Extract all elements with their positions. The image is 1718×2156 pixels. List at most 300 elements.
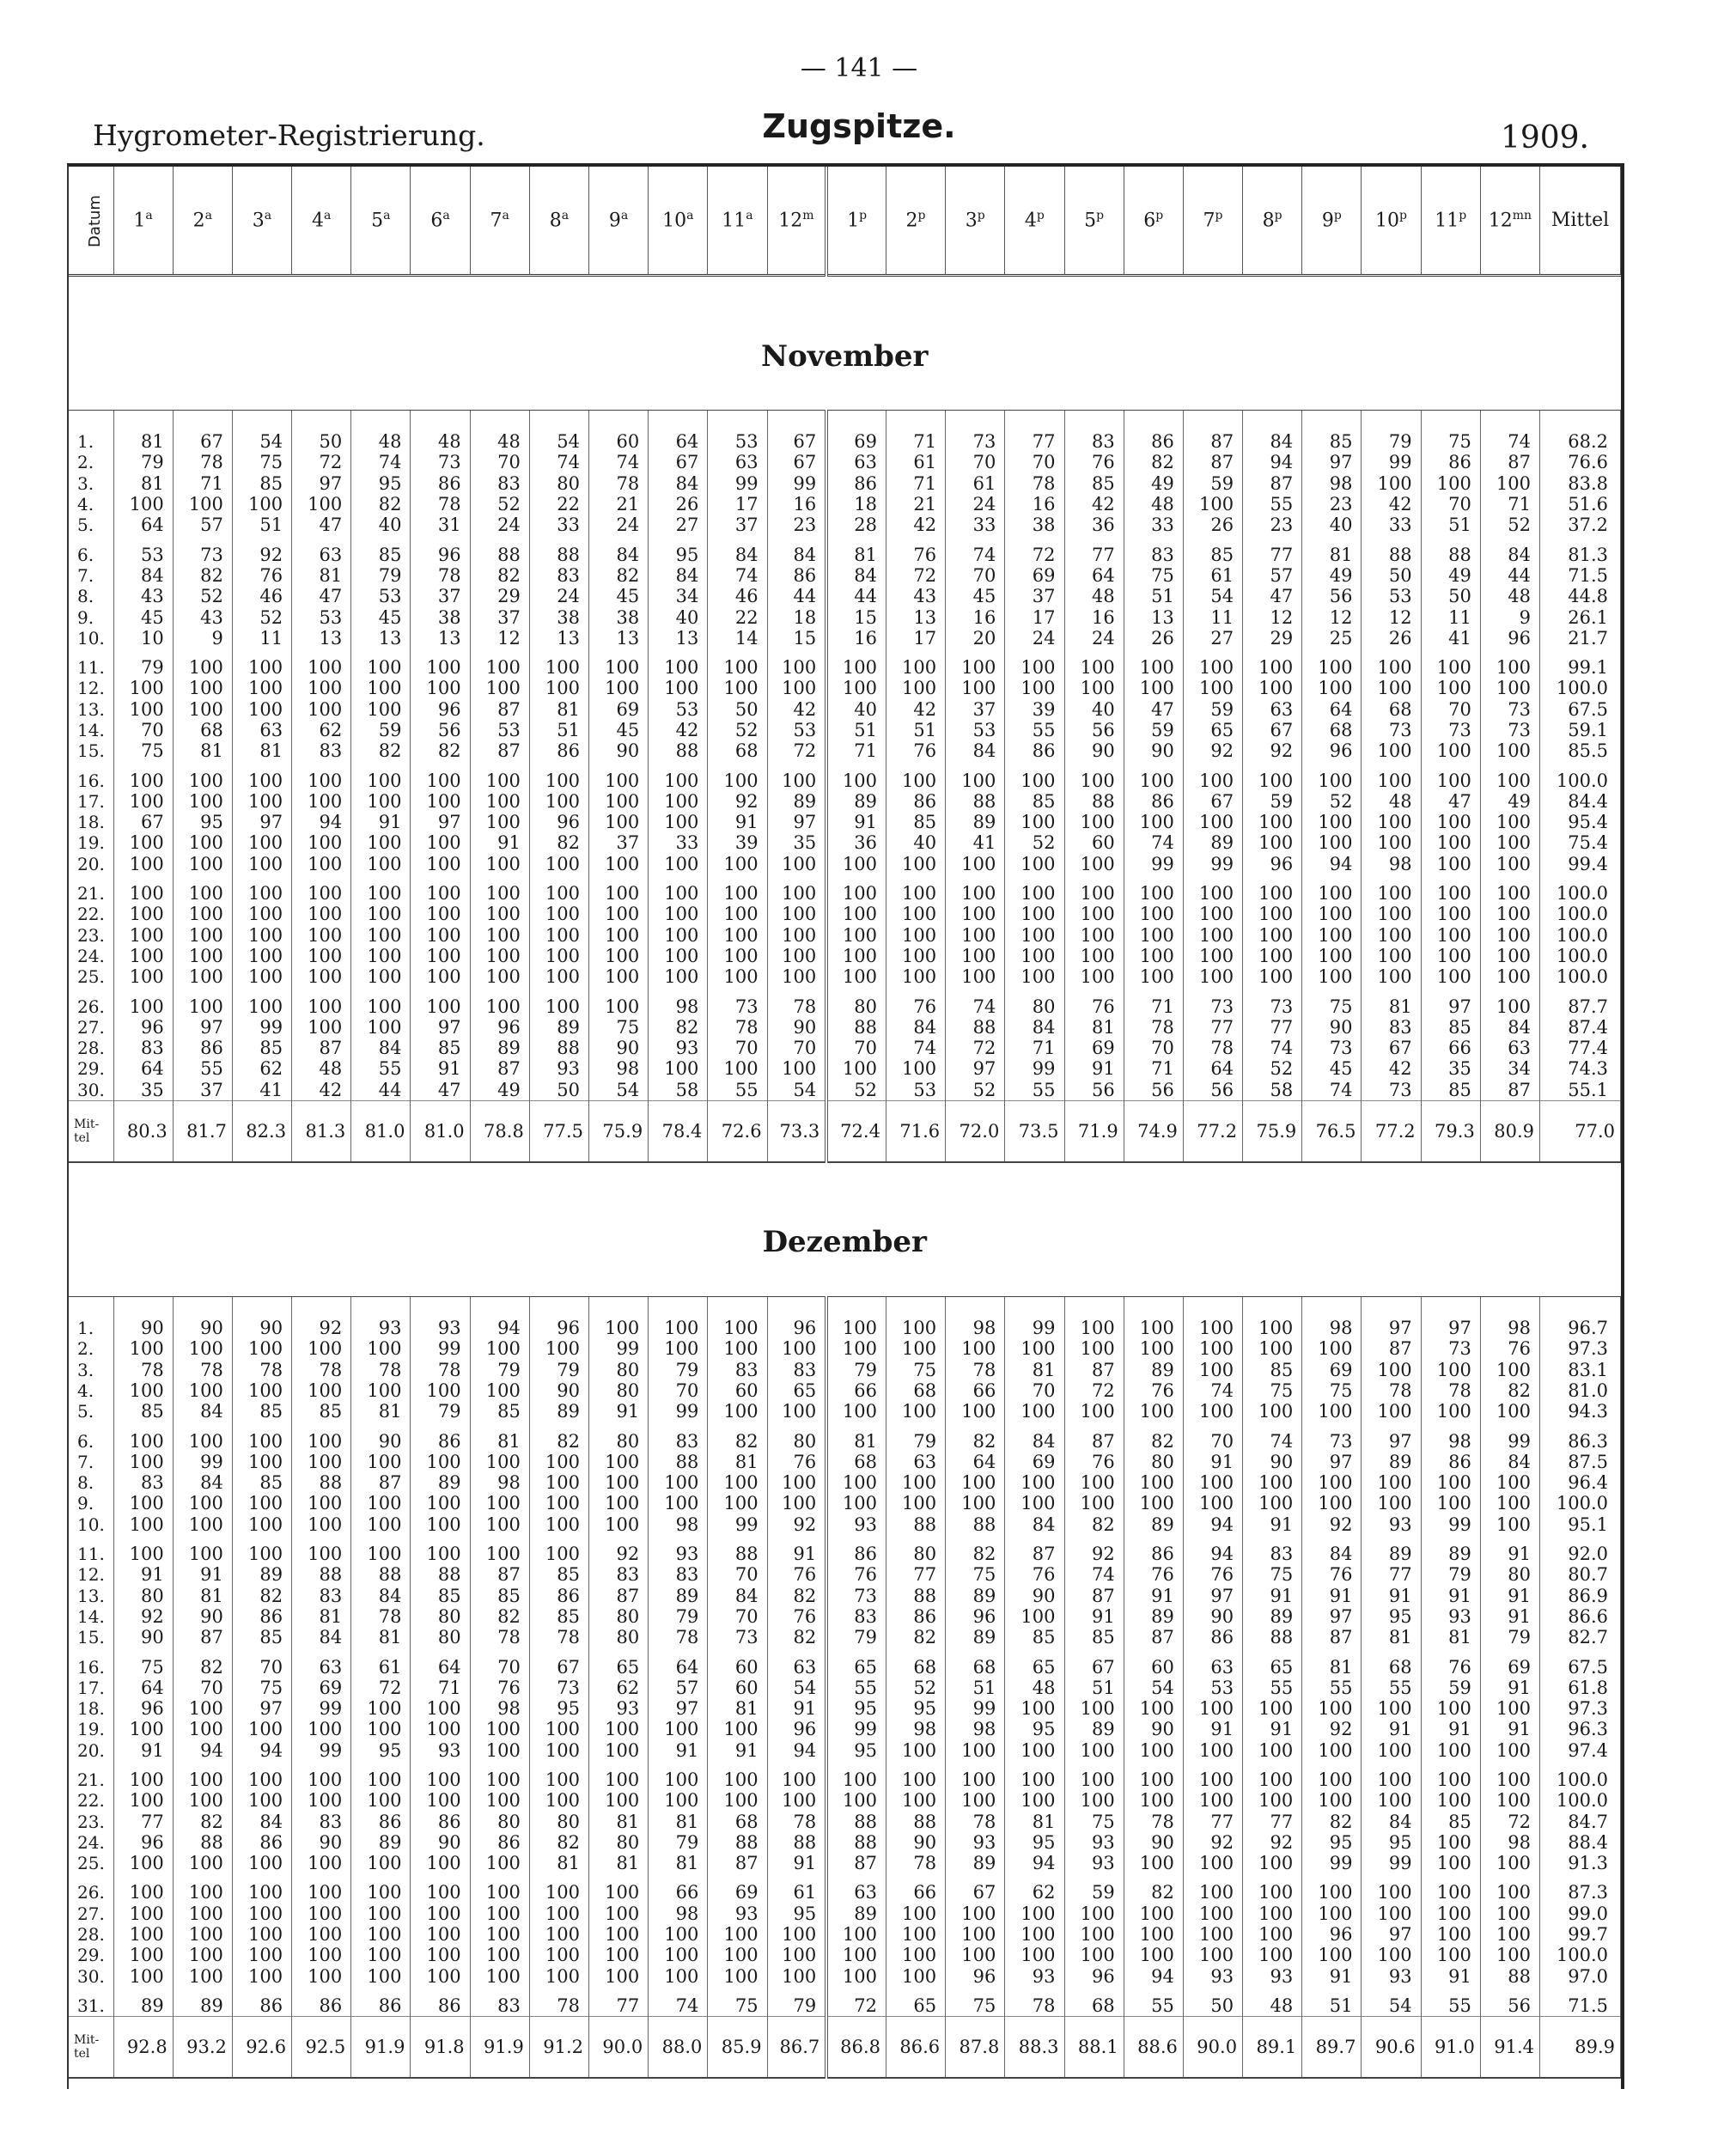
humidity-cell: 51 bbox=[886, 720, 945, 740]
table-row bbox=[69, 1945, 1621, 1965]
humidity-cell: 100 bbox=[1362, 761, 1421, 790]
humidity-cell: 82 bbox=[529, 1422, 588, 1451]
humidity-cell: 81 bbox=[1005, 1360, 1064, 1380]
humidity-cell: 75 bbox=[946, 1987, 1005, 2017]
humidity-cell: 100 bbox=[708, 1338, 767, 1359]
humidity-cell: 68 bbox=[1064, 1987, 1124, 2017]
humidity-cell: 53 bbox=[649, 699, 708, 720]
humidity-cell: 100 bbox=[767, 678, 826, 698]
humidity-cell: 100 bbox=[232, 1719, 291, 1739]
daily-mean-cell: 100.0 bbox=[1540, 874, 1621, 904]
humidity-cell: 93 bbox=[1243, 1966, 1302, 1987]
humidity-cell: 100 bbox=[1124, 1401, 1183, 1422]
humidity-cell: 70 bbox=[708, 1038, 767, 1058]
humidity-cell: 100 bbox=[826, 874, 886, 904]
humidity-cell: 100 bbox=[1421, 1360, 1480, 1380]
humidity-cell: 78 bbox=[411, 1360, 470, 1380]
humidity-cell: 52 bbox=[232, 606, 291, 627]
humidity-cell: 100 bbox=[113, 925, 173, 946]
daily-mean-cell: 97.3 bbox=[1540, 1698, 1621, 1719]
humidity-cell: 100 bbox=[826, 1338, 886, 1359]
humidity-cell: 100 bbox=[649, 761, 708, 790]
humidity-cell: 85 bbox=[1005, 1627, 1064, 1647]
humidity-cell: 96 bbox=[767, 1296, 826, 1338]
daily-mean-cell: 100.0 bbox=[1540, 1790, 1621, 1811]
humidity-cell: 21 bbox=[886, 494, 945, 515]
hygrometer-table bbox=[69, 167, 1621, 2079]
humidity-cell: 15 bbox=[826, 606, 886, 627]
humidity-cell: 82 bbox=[529, 1832, 588, 1853]
day-label: 3. bbox=[69, 1360, 113, 1380]
humidity-cell: 99 bbox=[1005, 1296, 1064, 1338]
humidity-cell: 77 bbox=[1183, 1811, 1242, 1831]
table-row bbox=[69, 1514, 1621, 1535]
station-title: Zugspitze. bbox=[762, 107, 956, 145]
daily-mean-cell: 76.6 bbox=[1540, 452, 1621, 472]
daily-mean-cell: 87.3 bbox=[1540, 1873, 1621, 1903]
humidity-cell: 17 bbox=[708, 494, 767, 515]
humidity-cell: 100 bbox=[351, 925, 411, 946]
humidity-cell: 100 bbox=[470, 946, 529, 966]
humidity-cell: 91 bbox=[1302, 1966, 1362, 1987]
year-label: 1909. bbox=[1500, 120, 1589, 155]
humidity-cell: 100 bbox=[1243, 966, 1302, 987]
humidity-cell: 100 bbox=[113, 1514, 173, 1535]
table-row bbox=[69, 1058, 1621, 1079]
humidity-cell: 82 bbox=[1302, 1811, 1362, 1831]
humidity-cell: 87 bbox=[1064, 1585, 1124, 1605]
humidity-cell: 53 bbox=[946, 720, 1005, 740]
humidity-cell: 98 bbox=[1302, 1296, 1362, 1338]
humidity-cell: 65 bbox=[767, 1380, 826, 1401]
humidity-cell: 12 bbox=[1362, 606, 1421, 627]
humidity-cell: 91 bbox=[708, 1740, 767, 1761]
day-label: 12. bbox=[69, 678, 113, 698]
humidity-cell: 88 bbox=[649, 740, 708, 761]
hour-header: 9$^a$ bbox=[589, 167, 649, 276]
humidity-cell: 37 bbox=[411, 586, 470, 606]
humidity-cell: 100 bbox=[173, 925, 232, 946]
humidity-cell: 100 bbox=[292, 1719, 351, 1739]
humidity-cell: 100 bbox=[1124, 1903, 1183, 1924]
humidity-cell: 100 bbox=[1243, 874, 1302, 904]
hour-header: 8$^a$ bbox=[529, 167, 588, 276]
humidity-cell: 100 bbox=[1362, 740, 1421, 761]
humidity-cell: 100 bbox=[946, 966, 1005, 987]
daily-mean-cell: 99.1 bbox=[1540, 649, 1621, 678]
humidity-cell: 100 bbox=[173, 1535, 232, 1564]
humidity-cell: 42 bbox=[886, 699, 945, 720]
hour-header: 4$^p$ bbox=[1005, 167, 1064, 276]
humidity-cell: 51 bbox=[1302, 1987, 1362, 2017]
humidity-cell: 37 bbox=[173, 1080, 232, 1101]
day-label: 19. bbox=[69, 1719, 113, 1739]
humidity-cell: 100 bbox=[708, 1761, 767, 1790]
humidity-cell: 49 bbox=[1302, 565, 1362, 586]
hour-header: 3$^a$ bbox=[232, 167, 291, 276]
humidity-cell: 100 bbox=[1302, 812, 1362, 832]
humidity-cell: 69 bbox=[589, 699, 649, 720]
humidity-cell: 91 bbox=[1480, 1678, 1539, 1698]
humidity-cell: 100 bbox=[529, 678, 588, 698]
humidity-cell: 48 bbox=[1005, 1678, 1064, 1698]
table-row bbox=[69, 1080, 1621, 1101]
humidity-cell: 55 bbox=[708, 1080, 767, 1101]
humidity-cell: 100 bbox=[1183, 946, 1242, 966]
humidity-cell: 100 bbox=[589, 874, 649, 904]
humidity-cell: 66 bbox=[649, 1873, 708, 1903]
humidity-cell: 81 bbox=[589, 1853, 649, 1873]
table-row bbox=[69, 925, 1621, 946]
humidity-cell: 100 bbox=[886, 946, 945, 966]
humidity-cell: 91 bbox=[767, 1535, 826, 1564]
humidity-cell: 95 bbox=[767, 1903, 826, 1924]
humidity-cell: 65 bbox=[589, 1647, 649, 1677]
humidity-cell: 100 bbox=[1480, 904, 1539, 924]
humidity-cell: 100 bbox=[173, 1790, 232, 1811]
humidity-cell: 100 bbox=[1183, 1761, 1242, 1790]
hourly-mean-cell: 91.9 bbox=[470, 2017, 529, 2079]
humidity-cell: 100 bbox=[470, 1338, 529, 1359]
humidity-cell: 87 bbox=[470, 740, 529, 761]
humidity-cell: 87 bbox=[1005, 1535, 1064, 1564]
mean-row bbox=[69, 1100, 1621, 1162]
humidity-cell: 85 bbox=[1421, 1080, 1480, 1101]
humidity-cell: 100 bbox=[1183, 1360, 1242, 1380]
humidity-cell: 72 bbox=[946, 1038, 1005, 1058]
humidity-cell: 88 bbox=[529, 535, 588, 564]
humidity-cell: 51 bbox=[1064, 1678, 1124, 1698]
humidity-cell: 100 bbox=[292, 1924, 351, 1945]
humidity-cell: 74 bbox=[946, 535, 1005, 564]
humidity-cell: 78 bbox=[946, 1360, 1005, 1380]
humidity-cell: 100 bbox=[589, 1945, 649, 1965]
humidity-cell: 78 bbox=[1124, 1811, 1183, 1831]
humidity-cell: 86 bbox=[1005, 740, 1064, 761]
humidity-cell: 98 bbox=[470, 1698, 529, 1719]
humidity-cell: 100 bbox=[1005, 1338, 1064, 1359]
humidity-cell: 80 bbox=[470, 1811, 529, 1831]
table-row bbox=[69, 987, 1621, 1016]
humidity-cell: 75 bbox=[1064, 1811, 1124, 1831]
humidity-cell: 91 bbox=[1362, 1719, 1421, 1739]
humidity-cell: 84 bbox=[1243, 411, 1302, 453]
humidity-cell: 89 bbox=[767, 791, 826, 812]
humidity-cell: 84 bbox=[946, 740, 1005, 761]
humidity-cell: 100 bbox=[113, 1719, 173, 1739]
humidity-cell: 100 bbox=[292, 649, 351, 678]
humidity-cell: 100 bbox=[708, 874, 767, 904]
humidity-cell: 98 bbox=[649, 1903, 708, 1924]
humidity-cell: 44 bbox=[351, 1080, 411, 1101]
humidity-cell: 48 bbox=[1124, 494, 1183, 515]
humidity-cell: 88 bbox=[351, 1564, 411, 1585]
humidity-cell: 100 bbox=[470, 1790, 529, 1811]
humidity-cell: 20 bbox=[946, 628, 1005, 649]
humidity-cell: 100 bbox=[649, 1472, 708, 1493]
humidity-cell: 75 bbox=[1243, 1564, 1302, 1585]
humidity-cell: 100 bbox=[1302, 1338, 1362, 1359]
hour-header: 3$^p$ bbox=[946, 167, 1005, 276]
hourly-mean-cell: 72.0 bbox=[946, 1100, 1005, 1162]
table-row bbox=[69, 1873, 1621, 1903]
humidity-cell: 100 bbox=[1302, 946, 1362, 966]
table-row bbox=[69, 1422, 1621, 1451]
table-row bbox=[69, 1627, 1621, 1647]
daily-mean-cell: 81.0 bbox=[1540, 1380, 1621, 1401]
humidity-cell: 100 bbox=[767, 874, 826, 904]
table-row bbox=[69, 411, 1621, 453]
humidity-cell: 63 bbox=[1243, 699, 1302, 720]
humidity-cell: 13 bbox=[351, 628, 411, 649]
humidity-cell: 100 bbox=[1005, 1493, 1064, 1513]
humidity-cell: 82 bbox=[173, 565, 232, 586]
humidity-cell: 68 bbox=[1302, 720, 1362, 740]
humidity-cell: 78 bbox=[529, 1627, 588, 1647]
humidity-cell: 100 bbox=[470, 1493, 529, 1513]
humidity-cell: 72 bbox=[351, 1678, 411, 1698]
humidity-cell: 100 bbox=[1421, 874, 1480, 904]
humidity-cell: 79 bbox=[886, 1422, 945, 1451]
humidity-cell: 100 bbox=[351, 1903, 411, 1924]
humidity-cell: 99 bbox=[589, 1338, 649, 1359]
humidity-cell: 99 bbox=[708, 1514, 767, 1535]
humidity-cell: 98 bbox=[1302, 473, 1362, 494]
humidity-cell: 100 bbox=[946, 1761, 1005, 1790]
humidity-cell: 100 bbox=[826, 1924, 886, 1945]
hourly-mean-cell: 77.5 bbox=[529, 1100, 588, 1162]
humidity-cell: 97 bbox=[1362, 1296, 1421, 1338]
humidity-cell: 100 bbox=[1302, 1401, 1362, 1422]
humidity-cell: 15 bbox=[767, 628, 826, 649]
humidity-cell: 100 bbox=[589, 987, 649, 1016]
humidity-cell: 99 bbox=[708, 473, 767, 494]
humidity-cell: 100 bbox=[173, 987, 232, 1016]
humidity-cell: 75 bbox=[113, 740, 173, 761]
humidity-cell: 100 bbox=[411, 1790, 470, 1811]
humidity-cell: 100 bbox=[826, 925, 886, 946]
humidity-cell: 51 bbox=[529, 720, 588, 740]
humidity-cell: 82 bbox=[708, 1422, 767, 1451]
humidity-cell: 45 bbox=[589, 720, 649, 740]
humidity-cell: 45 bbox=[1302, 1058, 1362, 1079]
humidity-cell: 52 bbox=[826, 1080, 886, 1101]
humidity-cell: 100 bbox=[1064, 1924, 1124, 1945]
humidity-cell: 67 bbox=[1362, 1038, 1421, 1058]
humidity-cell: 100 bbox=[1421, 1903, 1480, 1924]
humidity-cell: 100 bbox=[1362, 1761, 1421, 1790]
humidity-cell: 86 bbox=[1183, 1627, 1242, 1647]
humidity-cell: 100 bbox=[113, 1380, 173, 1401]
humidity-cell: 78 bbox=[767, 987, 826, 1016]
humidity-cell: 100 bbox=[470, 1452, 529, 1472]
humidity-cell: 64 bbox=[411, 1647, 470, 1677]
humidity-cell: 100 bbox=[1480, 1740, 1539, 1761]
humidity-cell: 80 bbox=[529, 1811, 588, 1831]
day-label: 10. bbox=[69, 1514, 113, 1535]
day-label: 13. bbox=[69, 1585, 113, 1605]
hourly-mean-cell: 90.6 bbox=[1362, 2017, 1421, 2079]
humidity-cell: 100 bbox=[1243, 1790, 1302, 1811]
daily-mean-cell: 59.1 bbox=[1540, 720, 1621, 740]
humidity-cell: 100 bbox=[589, 1472, 649, 1493]
humidity-cell: 49 bbox=[1421, 565, 1480, 586]
humidity-cell: 90 bbox=[232, 1296, 291, 1338]
humidity-cell: 36 bbox=[1064, 515, 1124, 535]
humidity-cell: 68 bbox=[173, 720, 232, 740]
humidity-cell: 81 bbox=[470, 1422, 529, 1451]
hour-header: 12$^m$ bbox=[767, 167, 826, 276]
humidity-cell: 85 bbox=[1302, 411, 1362, 453]
humidity-cell: 77 bbox=[1243, 1017, 1302, 1038]
humidity-cell: 86 bbox=[232, 1832, 291, 1853]
humidity-cell: 88 bbox=[649, 1452, 708, 1472]
humidity-cell: 64 bbox=[649, 1647, 708, 1677]
humidity-cell: 100 bbox=[1243, 1903, 1302, 1924]
humidity-cell: 70 bbox=[1183, 1422, 1242, 1451]
humidity-cell: 82 bbox=[173, 1647, 232, 1677]
humidity-cell: 99 bbox=[946, 1698, 1005, 1719]
humidity-cell: 100 bbox=[113, 1790, 173, 1811]
day-label: 19. bbox=[69, 832, 113, 853]
humidity-cell: 81 bbox=[1421, 1627, 1480, 1647]
humidity-cell: 90 bbox=[1064, 740, 1124, 761]
humidity-cell: 100 bbox=[232, 1338, 291, 1359]
humidity-cell: 100 bbox=[173, 946, 232, 966]
humidity-cell: 100 bbox=[886, 649, 945, 678]
humidity-cell: 70 bbox=[1005, 452, 1064, 472]
humidity-cell: 100 bbox=[1243, 761, 1302, 790]
humidity-cell: 68 bbox=[708, 1811, 767, 1831]
humidity-cell: 90 bbox=[767, 1017, 826, 1038]
humidity-cell: 86 bbox=[351, 1811, 411, 1831]
humidity-cell: 100 bbox=[826, 1945, 886, 1965]
humidity-cell: 11 bbox=[1183, 606, 1242, 627]
humidity-cell: 100 bbox=[826, 1761, 886, 1790]
humidity-cell: 100 bbox=[529, 987, 588, 1016]
humidity-cell: 90 bbox=[589, 1038, 649, 1058]
humidity-cell: 62 bbox=[1005, 1873, 1064, 1903]
day-label: 31. bbox=[69, 1987, 113, 2017]
humidity-cell: 100 bbox=[1421, 904, 1480, 924]
humidity-cell: 84 bbox=[826, 565, 886, 586]
humidity-cell: 52 bbox=[708, 720, 767, 740]
daily-mean-cell: 88.4 bbox=[1540, 1832, 1621, 1853]
humidity-cell: 53 bbox=[113, 535, 173, 564]
day-label: 3. bbox=[69, 473, 113, 494]
humidity-cell: 87 bbox=[1183, 452, 1242, 472]
humidity-cell: 89 bbox=[1064, 1719, 1124, 1739]
humidity-cell: 100 bbox=[113, 494, 173, 515]
mean-label: Mit-tel bbox=[69, 1100, 113, 1162]
table-row bbox=[69, 812, 1621, 832]
hourly-mean-cell: 92.8 bbox=[113, 2017, 173, 2079]
humidity-cell: 100 bbox=[1480, 832, 1539, 853]
hourly-mean-cell: 88.6 bbox=[1124, 2017, 1183, 2079]
humidity-cell: 37 bbox=[708, 515, 767, 535]
humidity-cell: 24 bbox=[1005, 628, 1064, 649]
humidity-cell: 100 bbox=[1243, 1338, 1302, 1359]
humidity-cell: 100 bbox=[1302, 1903, 1362, 1924]
humidity-cell: 83 bbox=[649, 1422, 708, 1451]
table-row bbox=[69, 1401, 1621, 1422]
humidity-cell: 80 bbox=[589, 1627, 649, 1647]
hour-header: 5$^p$ bbox=[1064, 167, 1124, 276]
humidity-cell: 97 bbox=[1421, 987, 1480, 1016]
table-row bbox=[69, 1472, 1621, 1493]
table-row bbox=[69, 874, 1621, 904]
humidity-cell: 99 bbox=[1124, 854, 1183, 874]
humidity-cell: 100 bbox=[1362, 812, 1421, 832]
humidity-cell: 29 bbox=[470, 586, 529, 606]
humidity-cell: 96 bbox=[1243, 854, 1302, 874]
humidity-cell: 24 bbox=[1064, 628, 1124, 649]
humidity-cell: 100 bbox=[1005, 761, 1064, 790]
humidity-cell: 87 bbox=[1243, 473, 1302, 494]
hour-header: 4$^a$ bbox=[292, 167, 351, 276]
humidity-cell: 23 bbox=[1243, 515, 1302, 535]
humidity-cell: 100 bbox=[1362, 1493, 1421, 1513]
table-row bbox=[69, 1585, 1621, 1605]
humidity-cell: 90 bbox=[1243, 1452, 1302, 1472]
humidity-cell: 100 bbox=[113, 699, 173, 720]
humidity-cell: 92 bbox=[1064, 1535, 1124, 1564]
humidity-cell: 100 bbox=[589, 1514, 649, 1535]
humidity-cell: 100 bbox=[886, 1401, 945, 1422]
humidity-cell: 33 bbox=[649, 832, 708, 853]
humidity-cell: 100 bbox=[1480, 925, 1539, 946]
humidity-cell: 87 bbox=[1480, 1080, 1539, 1101]
humidity-cell: 100 bbox=[232, 678, 291, 698]
humidity-cell: 76 bbox=[1005, 1564, 1064, 1585]
humidity-cell: 100 bbox=[529, 1945, 588, 1965]
humidity-cell: 100 bbox=[1362, 649, 1421, 678]
humidity-cell: 100 bbox=[886, 1296, 945, 1338]
humidity-cell: 100 bbox=[173, 1422, 232, 1451]
humidity-cell: 95 bbox=[1005, 1832, 1064, 1853]
humidity-cell: 100 bbox=[1005, 1790, 1064, 1811]
day-label: 1. bbox=[69, 411, 113, 453]
humidity-cell: 84 bbox=[292, 1627, 351, 1647]
humidity-cell: 100 bbox=[1302, 1472, 1362, 1493]
humidity-cell: 26 bbox=[1124, 628, 1183, 649]
humidity-cell: 100 bbox=[886, 854, 945, 874]
humidity-cell: 100 bbox=[1302, 874, 1362, 904]
humidity-cell: 84 bbox=[589, 535, 649, 564]
humidity-cell: 24 bbox=[946, 494, 1005, 515]
humidity-cell: 100 bbox=[1005, 1945, 1064, 1965]
humidity-cell: 100 bbox=[411, 1535, 470, 1564]
humidity-cell: 47 bbox=[292, 515, 351, 535]
humidity-cell: 100 bbox=[470, 925, 529, 946]
humidity-cell: 100 bbox=[529, 1873, 588, 1903]
hourly-mean-cell: 88.0 bbox=[649, 2017, 708, 2079]
humidity-cell: 100 bbox=[708, 1493, 767, 1513]
humidity-cell: 89 bbox=[826, 791, 886, 812]
humidity-cell: 59 bbox=[1064, 1873, 1124, 1903]
daily-mean-cell: 84.4 bbox=[1540, 791, 1621, 812]
humidity-cell: 48 bbox=[351, 411, 411, 453]
day-label: 15. bbox=[69, 1627, 113, 1647]
humidity-cell: 68 bbox=[946, 1647, 1005, 1677]
hourly-mean-cell: 92.5 bbox=[292, 2017, 351, 2079]
humidity-cell: 100 bbox=[886, 1493, 945, 1513]
daily-mean-cell: 86.6 bbox=[1540, 1606, 1621, 1627]
table-row bbox=[69, 740, 1621, 761]
humidity-cell: 89 bbox=[649, 1585, 708, 1605]
table-row bbox=[69, 678, 1621, 698]
humidity-cell: 91 bbox=[173, 1564, 232, 1585]
